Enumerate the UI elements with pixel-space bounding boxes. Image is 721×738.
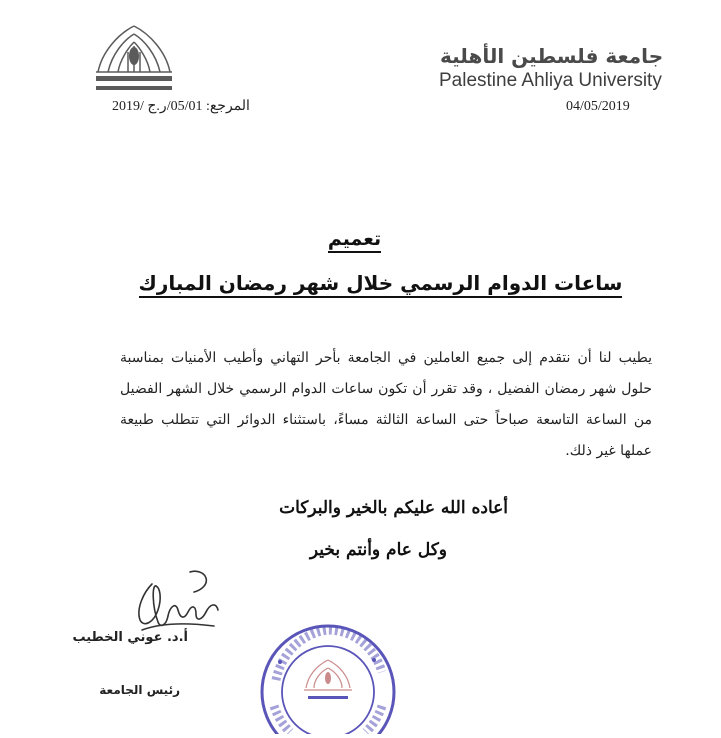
signature-scribble [122,566,226,640]
letter-body: يطيب لنا أن نتقدم إلى جميع العاملين في الجامعة بأحر التهاني وأطيب الأمنيات بمناسبة حلول شهر رمضان الفضيل ، وقد تقرر أن تكون ساعات الدوام الرسمي خلال الشهر الفضيل من الساعة التاسعة صباحاً حتى الساعة الثالثة مساءً، باستثناء الدوائر التي تتطلب طبيعة عملها غير ذلك. [120,350,652,459]
closing-line-2: وكل عام وأنتم بخير [309,540,447,560]
document-subject [20,271,721,295]
reference-text: المرجع: 05/01/ر.ج /2019 [112,99,250,114]
document-title [0,228,715,250]
document-title-text: تعميم [328,228,381,253]
letter-date: 04/05/2019 [566,99,630,114]
stamp-seal [256,610,396,734]
letter-reference [112,98,250,115]
closing-line-1: أعاده الله عليكم بالخير والبركات [279,498,508,518]
document-subject-text: ساعات الدوام الرسمي خلال شهر رمضان المبارك [139,271,623,298]
signatory-title: رئيس الجامعة [99,683,180,697]
signatory-name: أ.د. عوني الخطيب [72,630,188,645]
signature [122,566,226,640]
university-name-arabic: جامعة فلسطين الأهلية [440,44,664,68]
university-logo [88,22,180,94]
university-name-english: Palestine Ahliya University [439,70,662,91]
university-logo-emblem [88,22,180,94]
official-stamp [256,610,396,734]
